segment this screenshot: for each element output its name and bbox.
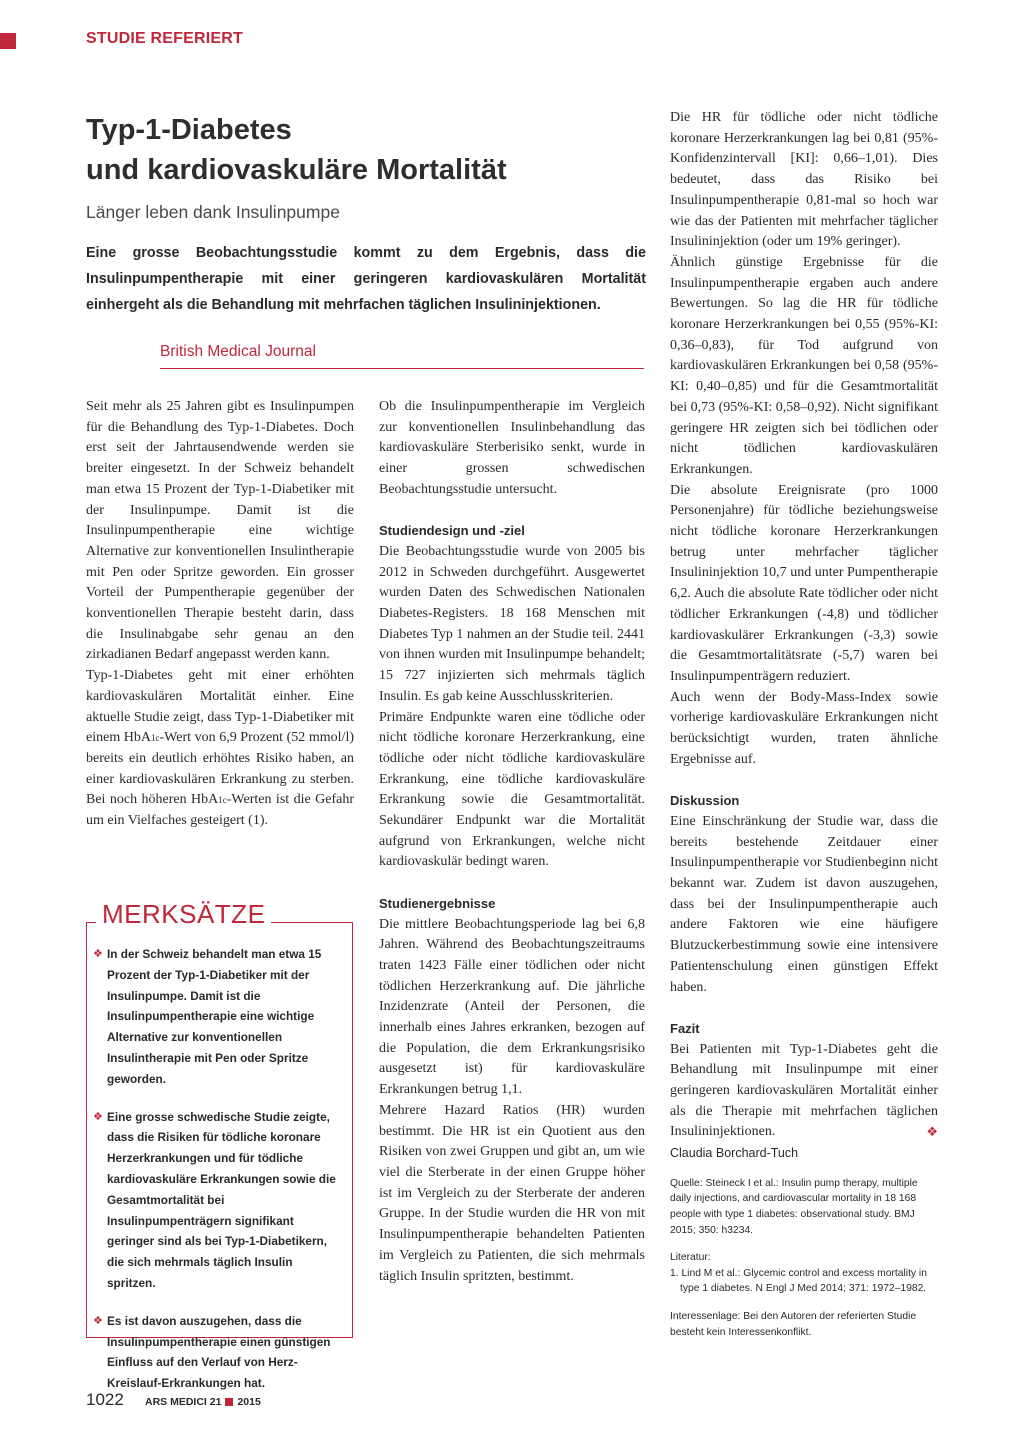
paragraph: Auch wenn der Body-Mass-Index sowie vorherige kardiovaskuläre Erkrankungen nicht berücksichtigt wurden, traten ähnliche Ergebnisse auf. bbox=[670, 689, 938, 767]
paragraph: Ähnlich günstige Ergebnisse für die Insulinpumpentherapie ergaben auch andere Bewertungen. So lag die HR für tödliche koronare Herzerkrankungen bei 0,55 (95%-KI: 0,36–0,83), für Tod aufgrund von kardiovaskulären Erkrankungen bei 0,58 (95%-KI: 0,40–0,85) und für die Gesamtmortalität bei 0,73 (95%-KI: 0,58–0,92). Nicht signifikant geringere HR zeigten sich bei tödlichen oder nicht tödlichen kardiovaskulären Erkrankungen. bbox=[670, 254, 938, 477]
subheading-studienergebnisse: Studienergebnisse bbox=[379, 895, 496, 911]
merksaetze-title: MERKSÄTZE bbox=[96, 899, 271, 930]
diamond-bullet-icon: ❖ bbox=[93, 1314, 103, 1327]
author-name: Claudia Borchard-Tuch bbox=[670, 1146, 799, 1161]
paragraph: Primäre Endpunkte waren eine tödliche oder nicht tödliche koronare Herzerkrankung, eine tödliche oder nicht tödliche kardiovaskuläre Erkrankung, eine tödliche kardiovaskuläre Erkrankung sowie die Gesamtmortalität. Sekundärer Endpunkt war die Mortalität aufgrund von Erkrankungen, welche nicht kardiovaskulär bedingt waren. bbox=[379, 709, 645, 870]
paragraph bbox=[670, 1040, 938, 1144]
page-number: 1022 bbox=[86, 1390, 124, 1409]
paragraph: Die Beobachtungsstudie wurde von 2005 bis 2012 in Schweden durchgeführt. Ausgewertet wurden Daten des Schwedischen Nationalen Diabetes-Registers. 18 168 Menschen mit Diabetes Typ 1 nahmen an der Studie teil. 2441 von ihnen wurden mit Insulinpumpe behandelt; 15 727 injizierten sich mehrmals täglich Insulin. Es gab keine Ausschlusskriterien. bbox=[379, 543, 645, 704]
footer-square-icon bbox=[225, 1398, 233, 1406]
footer-journal-name: ARS MEDICI 21 bbox=[145, 1396, 222, 1408]
spacer bbox=[670, 771, 938, 792]
column-1 bbox=[86, 397, 354, 832]
end-diamond-icon: ❖ bbox=[926, 1124, 938, 1140]
merksatz-item bbox=[92, 944, 344, 1090]
section-label: STUDIE REFERIERT bbox=[86, 30, 243, 47]
literature-label: Literatur: bbox=[670, 1252, 711, 1264]
paragraph: Eine Einschränkung der Studie war, dass die bereits bestehende Zeitdauer einer Insulinpumpentherapie vor Studienbeginn nicht bekannt war. Zudem ist davon auszugehen, dass bei der Insulinpumpentherapie auch andere Faktoren wie eine häufigere Blutzuckerbestimmung sowie eine intensivere Patientenschulung einen günstigen Effekt haben. bbox=[670, 813, 938, 995]
spacer bbox=[379, 873, 645, 894]
paragraph: Die mittlere Beobachtungsperiode lag bei 6,8 Jahren. Während des Beobachtungszeitraums traten 1423 Fälle einer tödlichen oder nicht tödlichen Herzerkrankung auf. Die jährliche Inzidenzrate (Anteil der Personen, die innerhalb eines Jahres erkranken, bezogen auf die Population, die dem Erkrankungsrisiko ausgesetzt ist) für kardiovaskuläre Erkrankungen betrug 1,1. bbox=[379, 916, 645, 1098]
literature-item: 1. Lind M et al.: Glycemic control and excess mortality in type 1 diabetes. N Engl J Med 2014; 371: 1972–1982. bbox=[670, 1267, 927, 1295]
merksatz-text: Eine grosse schwedische Studie zeigte, dass die Risiken für tödliche koronare Herzerkrankungen und für tödliche kardiovaskuläre Erkrankungen sowie die Gesamtmortalität bei Insulinpumpenträgern signifikant geringer sind als bei Typ-1-Diabetikern, die sich mehrmals täglich Insulin spritzen. bbox=[107, 1109, 336, 1290]
header-accent-square bbox=[0, 33, 16, 49]
source-journal: British Medical Journal bbox=[160, 343, 316, 360]
merksatz-item bbox=[92, 1107, 344, 1294]
paragraph bbox=[86, 666, 354, 832]
paragraph: Ob die Insulinpumpentherapie im Vergleich zur konventionellen Insulinbehandlung das kardiovaskuläre Sterberisiko senkt, wurde in einer grossen schwedischen Beobachtungsstudie untersucht. bbox=[379, 399, 645, 497]
column-3 bbox=[670, 108, 938, 1340]
diamond-bullet-icon: ❖ bbox=[93, 948, 103, 960]
paragraph: Seit mehr als 25 Jahren gibt es Insulinpumpen für die Behandlung des Typ-1-Diabetes. Doch erst seit der Jahrtausendwende werden sie breiter eingesetzt. In der Schweiz behandelt man etwa 15 Prozent der Typ-1-Diabetiker mit der Insulinpumpe. Damit ist die Insulinpumpentherapie eine wichtige Alternative zur konventionellen Insulintherapie mit Pen oder Spritze geworden. Ein grosser Vorteil der Pumpentherapie gegenüber der konventionellen Therapie besteht darin, dass die Insulinabgabe sehr genau an den zirkadianen Bedarf angepasst werden kann. bbox=[86, 399, 354, 663]
subheading-studiendesign: Studiendesign und -ziel bbox=[379, 523, 525, 539]
conflict-of-interest: Interessenlage: Bei den Autoren der referierten Studie besteht kein Interessenkonflikt. bbox=[670, 1310, 917, 1338]
article-subtitle: Länger leben dank Insulinpumpe bbox=[86, 202, 340, 222]
footer-year: 2015 bbox=[237, 1396, 261, 1408]
title-line-2: und kardiovaskuläre Mortalität bbox=[86, 154, 507, 186]
source-divider bbox=[160, 368, 644, 369]
merksatz-item bbox=[92, 1311, 344, 1394]
merksatz-text: In der Schweiz behandelt man etwa 15 Prozent der Typ-1-Diabetiker mit der Insulinpumpe. Damit ist die Insulinpumpentherapie eine wichtige Alternative zur konventionellen Insulintherapie mit Pen oder Spritze geworden. bbox=[107, 947, 322, 1086]
spacer bbox=[670, 998, 938, 1019]
text-run: Bei Patienten mit Typ-1-Diabetes geht die Behandlung mit Insulinpumpe mit einer geringeren kardiovaskulären Mortalität einher als die Therapie mit mehrfachen täglichen Insulininjektionen. bbox=[670, 1041, 938, 1140]
paragraph: Die HR für tödliche oder nicht tödliche koronare Herzerkrankungen lag bei 0,81 (95%-Konfidenzintervall [KI]: 0,66–1,01). Dies bedeutet, dass das Risiko bei Insulinpumpentherapie 0,81-mal so hoch war wie das der Patienten mit mehrfacher täglicher Insulininjektion (oder um 19% geringer). bbox=[670, 110, 938, 250]
footer-journal bbox=[145, 1396, 261, 1408]
source-citation: Quelle: Steineck I et al.: Insulin pump therapy, multiple daily injections, and cardiovascular mortality in 18 168 people with type 1 diabetes: observational study. BMJ 2015; 350: h3234. bbox=[670, 1177, 918, 1236]
title-line-1: Typ-1-Diabetes bbox=[86, 114, 292, 146]
text-run: -Werten ist die Gefahr um ein Vielfaches gesteigert (1). bbox=[86, 792, 354, 829]
spacer bbox=[379, 501, 645, 522]
paragraph: Mehrere Hazard Ratios (HR) wurden bestimmt. Die HR ist ein Quotient aus den Risiken von zwei Gruppen und gibt an, um wie viel die Sterberate in der einen Gruppe höher ist im Vergleich zu der Sterberate der anderen Gruppe. In der Studie wurden die HR von mit Insulinpumpentherapie behandelten Patienten im Vergleich zu Patienten, die sich mehrmals täglich Insulin spritzten, bestimmt. bbox=[379, 1102, 645, 1284]
column-2 bbox=[379, 397, 645, 1287]
text-run: Typ-1-Diabetes geht mit einer erhöhten kardiovaskulären Mortalität einher. Eine aktuelle Studie zeigt, dass Typ-1-Diabetiker mit einem HbA bbox=[86, 668, 354, 746]
text-run: -Wert von 6,9 Prozent (52 mmol/l) bereits ein deutlich erhöhtes Risiko haben, an einer kardiovaskulären Erkrankung zu sterben. Bei noch höheren HbA bbox=[86, 730, 354, 808]
article-lead: Eine grosse Beobachtungsstudie kommt zu dem Ergebnis, dass die Insulinpumpentherapie mit einer geringeren kardiovaskulären Mortalität einhergeht als die Behandlung mit mehrfachen täglichen Insulininjektionen. bbox=[86, 245, 646, 313]
merksatz-text: Es ist davon auszugehen, dass die Insulinpumpentherapie einen günstigen Einfluss auf den Verlauf von Herz-Kreislauf-Erkrankungen hat. bbox=[107, 1313, 331, 1391]
subheading-diskussion: Diskussion bbox=[670, 793, 740, 809]
diamond-bullet-icon: ❖ bbox=[93, 1110, 103, 1123]
paragraph: Die absolute Ereignisrate (pro 1000 Personenjahre) für tödliche beziehungsweise nicht tödliche koronare Herzerkrankungen betrug unter mehrfacher täglicher Insulininjektion 10,7 und unter Pumpentherapie 6,2. Auch die absolute Rate tödlicher oder nicht tödlicher Erkrankungen (-4,8) und tödlicher kardiovaskulärer Erkrankungen (-3,3) sowie die Gesamtmortalitätsrate (-5,7) waren bei Insulinpumpenträgern reduziert. bbox=[670, 482, 938, 684]
subscript: 1c bbox=[218, 795, 227, 806]
merksaetze-list bbox=[92, 944, 344, 1411]
article-title bbox=[86, 110, 646, 190]
subscript: 1c bbox=[151, 733, 160, 744]
subheading-fazit: Fazit bbox=[670, 1020, 700, 1036]
